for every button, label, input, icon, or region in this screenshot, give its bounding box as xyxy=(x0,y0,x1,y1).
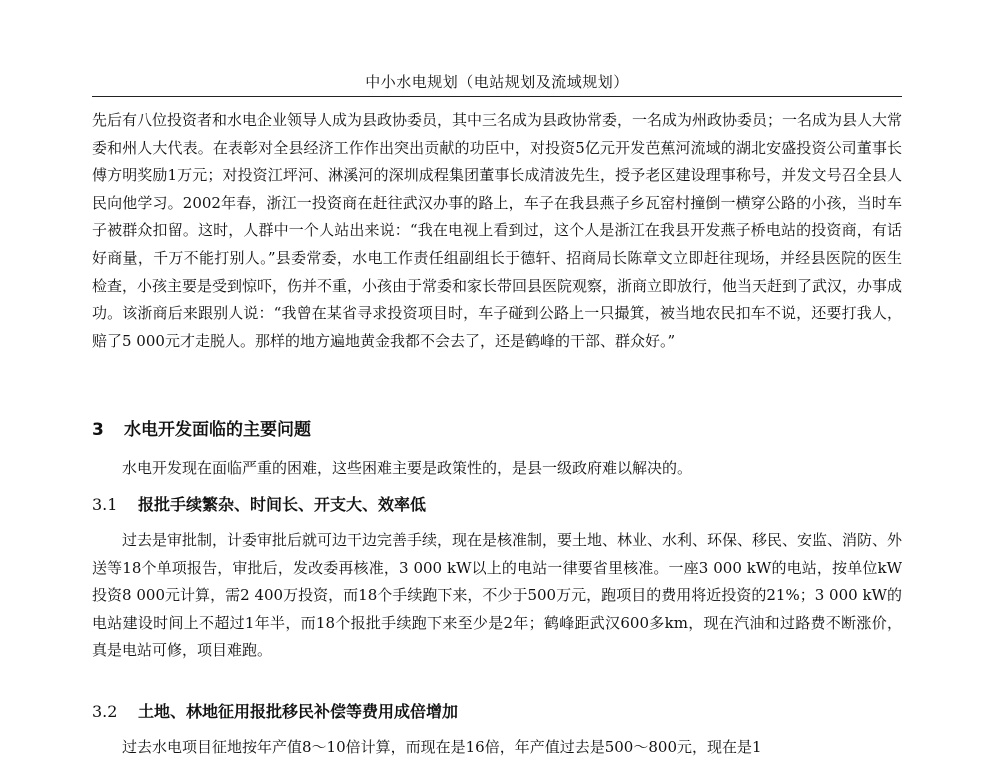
paragraph-investor-recognition xyxy=(92,107,902,355)
paragraph-text: 过去是审批制，计委审批后就可边干边完善手续，现在是核准制，要土地、林业、水利、环保、移民、安监、消防、外送等18个单项报告，审批后，发改委再核准，3 000 kW以上的电站一律要省里核准。一座3 000 kW的电站，按单位kW投资8 000元计算，需2 400万投资，而18个手续跑下来，不少于500万元，跑项目的费用将近投资的21%；3 000 kW的电站建设时间上不超过1年半，而18个报批手续跑下来至少是2年；鹤峰距武汉600多km，现在汽油和过路费不断涨价，真是电站可修，项目难跑。 xyxy=(92,531,903,660)
section-title: 报批手续繁杂、时间长、开支大、效率低 xyxy=(138,495,427,514)
section-number: 3 xyxy=(92,420,104,440)
section-heading-3 xyxy=(92,418,902,442)
running-header: 中小水电规划（电站规划及流域规划） xyxy=(365,73,629,91)
section-title: 土地、林地征用报批移民补偿等费用成倍增加 xyxy=(138,702,459,721)
paragraph-text: 水电开发现在面临严重的困难，这些困难主要是政策性的，是县一级政府难以解决的。 xyxy=(122,459,693,477)
section-number: 3.1 xyxy=(92,495,118,514)
paragraph-land-compensation xyxy=(92,734,902,762)
paragraph-text: 先后有八位投资者和水电企业领导人成为县政协委员，其中三名成为县政协常委，一名成为州政协委员；一名成为县人大常委和州人大代表。在表彰对全县经济工作作出突出贡献的功臣中，对投资5亿元开发芭蕉河流域的湖北安盛投资公司董事长傅方明奖励1万元；对投资江坪河、淋溪河的深圳成程集团董事长成清波先生，授予老区建设理事称号，并发文号召全县人民向他学习。2002年春，浙江一投资商在赶往武汉办事的路上，车子在我县燕子乡瓦窑村撞倒一横穿公路的小孩，当时车子被群众扣留。这时，人群中一个人站出来说：“我在电视上看到过，这个人是浙江在我县开发燕子桥电站的投资商，有话好商量，千万不能打别人。”县委常委，水电工作责任组副组长于德轩、招商局长陈章文立即赶往现场，并经县医院的医生检查，小孩主要是受到惊吓，伤并不重，小孩由于常委和家长带回县医院观察，浙商立即放行，他当天赶到了武汉，办事成功。该浙商后来跟别人说：“我曾在某省寻求投资项目时，车子碰到公路上一只撮箕，被当地农民扣车不说，还要打我人，赔了5 000元才走脱人。那样的地方遍地黄金我都不会去了，还是鹤峰的干部、群众好。” xyxy=(92,111,903,350)
section-heading-3-1 xyxy=(92,493,902,517)
paragraph-approval-procedures xyxy=(92,527,902,665)
section-number: 3.2 xyxy=(92,702,118,721)
paragraph-text: 过去水电项目征地按年产值8～10倍计算，而现在是16倍，年产值过去是500～800元，现在是1 xyxy=(122,738,762,756)
paragraph-difficulties-intro xyxy=(92,455,902,483)
section-heading-3-2 xyxy=(92,700,902,724)
section-title: 水电开发面临的主要问题 xyxy=(124,420,311,440)
header-rule xyxy=(92,96,902,97)
